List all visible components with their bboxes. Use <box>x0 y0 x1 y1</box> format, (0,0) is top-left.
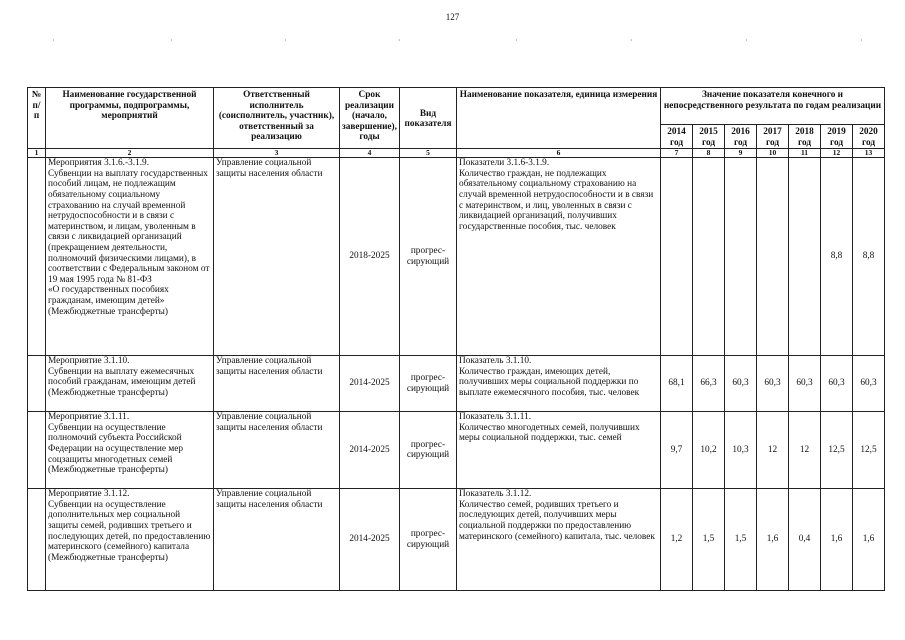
value-2017: 60,3 <box>757 356 789 412</box>
indicator-type: прогрес- сирующий <box>400 489 457 591</box>
indicator-name: Показатель 3.1.10. Количество граждан, имеющих детей, получивших меры социальной поддержки по выплате ежемесячного пособия, тыс. человек <box>457 356 661 412</box>
value-2019: 12,5 <box>821 412 853 489</box>
header-year: 2018 год <box>789 125 821 149</box>
header-name: Наименование государственной программы, подпрограммы, мероприятий <box>46 88 214 149</box>
value-2015: 66,3 <box>693 356 725 412</box>
header-year: 2016 год <box>725 125 757 149</box>
value-2020: 8,8 <box>853 158 885 356</box>
table-row <box>28 412 885 489</box>
value-2014 <box>661 158 693 356</box>
column-number: 7 <box>661 149 693 158</box>
value-2018 <box>789 158 821 356</box>
indicator-name: Показатель 3.1.11. Количество многодетных семей, получивших меры социальной поддержки, тыс. семей <box>457 412 661 489</box>
column-number: 10 <box>757 149 789 158</box>
indicator-type: прогрес- сирующий <box>400 158 457 356</box>
header-year: 2020 год <box>853 125 885 149</box>
value-2014: 9,7 <box>661 412 693 489</box>
column-number: 2 <box>46 149 214 158</box>
header-row <box>28 88 885 125</box>
value-2019: 60,3 <box>821 356 853 412</box>
value-2018: 60,3 <box>789 356 821 412</box>
header-year: 2015 год <box>693 125 725 149</box>
scan-speck: · <box>630 36 633 45</box>
period: 2014-2025 <box>340 356 400 412</box>
header-period: Срок реализации (начало, завершение), годы <box>340 88 400 149</box>
value-2019: 8,8 <box>821 158 853 356</box>
value-2017: 1,6 <box>757 489 789 591</box>
scan-speck: · <box>170 36 173 45</box>
value-2015: 10,2 <box>693 412 725 489</box>
value-2016: 10,3 <box>725 412 757 489</box>
measure-name: Мероприятие 3.1.10. Субвенции на выплату ежемесячных пособий гражданам, имеющим детей (Межбюджетные трансферты) <box>46 356 214 412</box>
period: 2014-2025 <box>340 489 400 591</box>
row-number <box>28 412 46 489</box>
value-2015: 1,5 <box>693 489 725 591</box>
header-no: № п/п <box>28 88 46 149</box>
indicator-type: прогрес- сирующий <box>400 412 457 489</box>
column-number-row <box>28 149 885 158</box>
indicator-name: Показатели 3.1.6-3.1.9. Количество граждан, не подлежащих обязательному социальному страхованию на случай временной нетрудоспособности и в связи с материнством, и лиц, уволенных в связи с ликвидацией организаций, получивших государственные пособия, тыс. человек <box>457 158 661 356</box>
value-2016: 1,5 <box>725 489 757 591</box>
measure-name: Мероприятия 3.1.6.-3.1.9. Субвенции на выплату государственных пособий лицам, не подлежащим обязательному социальному страхованию на случай временной нетрудоспособности и в связи с материнством, и лицам, уволенным в связи с ликвидацией организаций (прекращением деятельности, полномочий физическими лицами), в соответствии с Федеральным законом от 19 мая 1995 года № 81-ФЗ «О государственных пособиях гражданам, имеющим детей» (Межбюджетные трансферты) <box>46 158 214 356</box>
header-year: 2017 год <box>757 125 789 149</box>
value-2015 <box>693 158 725 356</box>
header-responsible: Ответственный исполнитель (соисполнитель, участник), ответственный за реализацию <box>214 88 340 149</box>
scan-speck: · <box>745 36 748 45</box>
column-number: 1 <box>28 149 46 158</box>
column-number: 12 <box>821 149 853 158</box>
measure-name: Мероприятие 3.1.12. Субвенции на осуществление дополнительных мер социальной защиты семей, родивших третьего и последующих детей, по предоставлению материнского (семейного) капитала (Межбюджетные трансферты) <box>46 489 214 591</box>
period: 2014-2025 <box>340 412 400 489</box>
value-2016 <box>725 158 757 356</box>
header-type: Вид показателя <box>400 88 457 149</box>
responsible: Управление социальной защиты населения области <box>214 412 340 489</box>
table-row <box>28 356 885 412</box>
value-2020: 1,6 <box>853 489 885 591</box>
value-2014: 1,2 <box>661 489 693 591</box>
value-2020: 60,3 <box>853 356 885 412</box>
header-year: 2014 год <box>661 125 693 149</box>
column-number: 4 <box>340 149 400 158</box>
responsible: Управление социальной защиты населения области <box>214 158 340 356</box>
column-number: 13 <box>853 149 885 158</box>
indicator-name: Показатель 3.1.12. Количество семей, родивших третьего и последующих детей, получивших меры социальной поддержки по предоставлению материнского (семейного) капитала, тыс. человек <box>457 489 661 591</box>
column-number: 8 <box>693 149 725 158</box>
indicators-table <box>27 87 885 591</box>
column-number: 5 <box>400 149 457 158</box>
value-2017 <box>757 158 789 356</box>
row-number <box>28 489 46 591</box>
header-values-group: Значение показателя конечного и непосредственного результата по годам реализации <box>661 88 885 125</box>
column-number: 11 <box>789 149 821 158</box>
column-number: 3 <box>214 149 340 158</box>
value-2018: 0,4 <box>789 489 821 591</box>
row-number <box>28 356 46 412</box>
row-number <box>28 158 46 356</box>
scan-speck: · <box>860 36 863 45</box>
responsible: Управление социальной защиты населения области <box>214 356 340 412</box>
scan-speck: · <box>52 36 55 45</box>
table-row <box>28 158 885 356</box>
value-2020: 12,5 <box>853 412 885 489</box>
column-number: 9 <box>725 149 757 158</box>
scan-speck: · <box>515 36 518 45</box>
value-2019: 1,6 <box>821 489 853 591</box>
measure-name: Мероприятие 3.1.11. Субвенции на осуществление полномочий субъекта Российской Федерации на осуществление мер соцзащиты многодетных семей (Межбюджетные трансферты) <box>46 412 214 489</box>
indicator-type: прогрес- сирующий <box>400 356 457 412</box>
responsible: Управление социальной защиты населения области <box>214 489 340 591</box>
value-2017: 12 <box>757 412 789 489</box>
value-2014: 68,1 <box>661 356 693 412</box>
scan-speck: · <box>284 36 287 45</box>
header-indicator: Наименование показателя, единица измерения <box>457 88 661 149</box>
value-2016: 60,3 <box>725 356 757 412</box>
value-2018: 12 <box>789 412 821 489</box>
header-year: 2019 год <box>821 125 853 149</box>
table-row <box>28 489 885 591</box>
period: 2018-2025 <box>340 158 400 356</box>
scan-speck: · <box>398 36 401 45</box>
page-number: 127 <box>445 12 460 22</box>
column-number: 6 <box>457 149 661 158</box>
